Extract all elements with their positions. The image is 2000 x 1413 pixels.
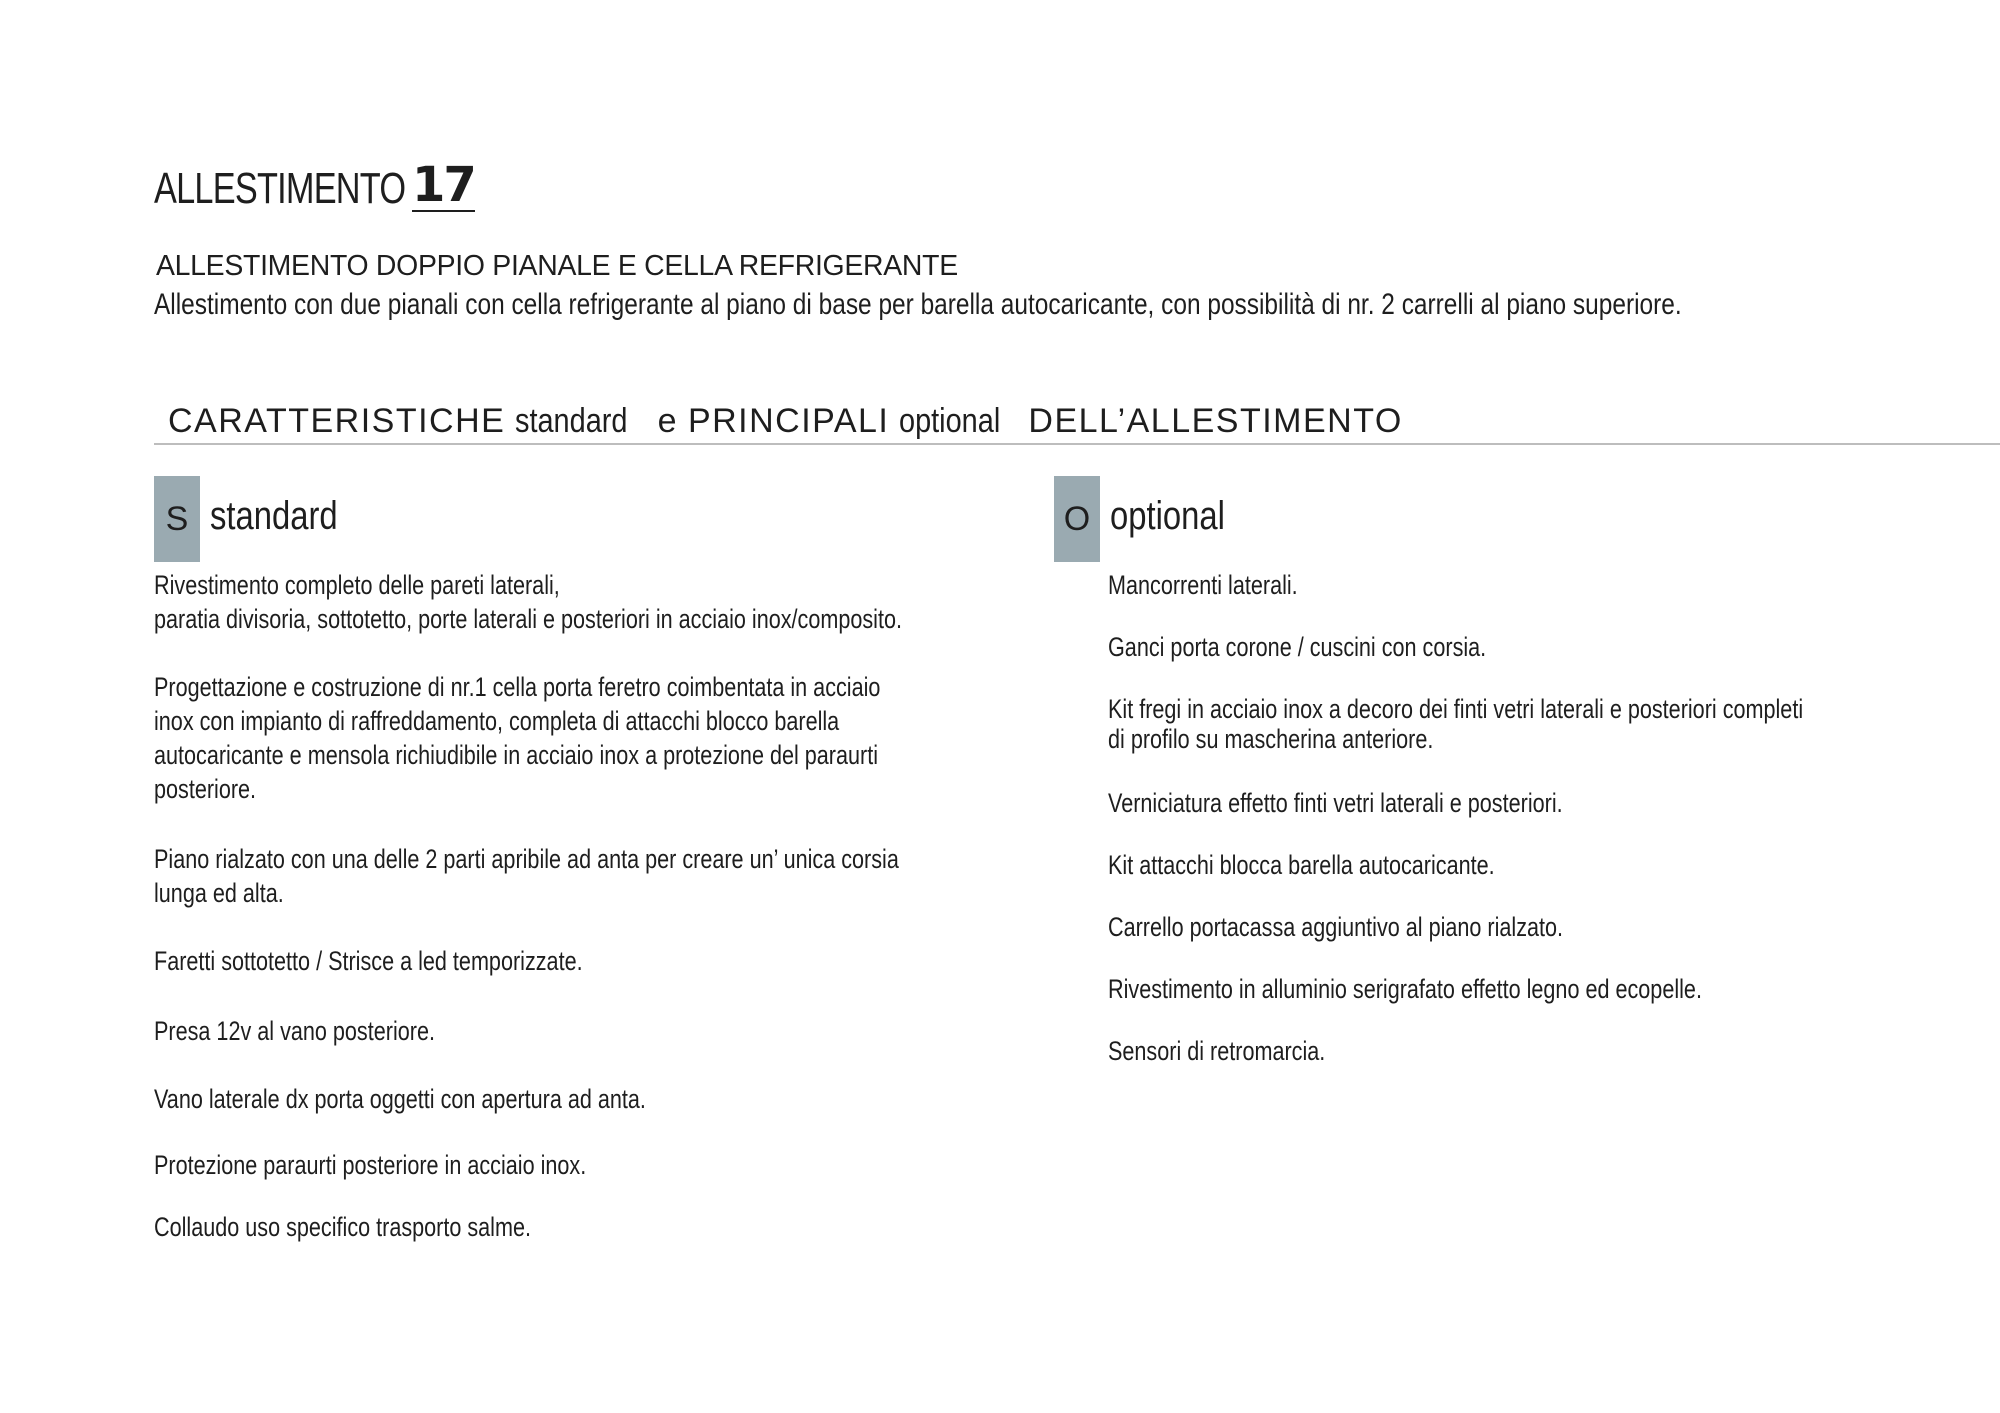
optional-item-line: Verniciatura effetto finti vetri laterali e posteriori. [1108, 788, 1563, 818]
standard-item-line: Piano rialzato con una delle 2 parti apribile ad anta per creare un’ unica corsia [154, 844, 899, 874]
optional-item [1108, 786, 1676, 820]
optional-item [1108, 910, 1677, 944]
description-text: Allestimento con due pianali con cella refrigerante al piano di base per barella autocaricante, con possibilità di nr. 2 carrelli al piano superiore. [154, 288, 1682, 321]
standard-item-line: Faretti sottotetto / Strisce a led temporizzate. [154, 946, 583, 976]
standard-item [154, 568, 1089, 636]
title-number: 17 [412, 157, 475, 213]
title-word: ALLESTIMENTO [154, 164, 406, 213]
optional-item-line: Sensori di retromarcia. [1108, 1036, 1326, 1066]
optional-item [1108, 630, 1581, 664]
optional-item [1108, 1034, 1380, 1068]
section-divider [154, 443, 2000, 445]
standard-item [154, 1148, 694, 1182]
standard-item [154, 1082, 769, 1116]
standard-column-title [210, 494, 366, 539]
standard-item-line: autocaricante e mensola richiudibile in acciaio inox a protezione del paraurti [154, 740, 879, 770]
standard-item [154, 842, 1085, 910]
section-heading-part4: PRINCIPALI [687, 402, 890, 440]
standard-item [154, 670, 1062, 806]
section-heading-part2: standard [515, 402, 628, 440]
standard-item-line: paratia divisoria, sottotetto, porte laterali e posteriori in acciaio inox/composito. [154, 604, 902, 634]
standard-item [154, 944, 690, 978]
standard-item-line: Rivestimento completo delle pareti laterali, [154, 570, 560, 600]
description [154, 288, 2000, 322]
section-heading-part6: DELL’ALLESTIMENTO [1028, 402, 1403, 440]
optional-item-line: Kit fregi in acciaio inox a decoro dei finti vetri laterali e posteriori completi [1108, 694, 1804, 724]
optional-item [1108, 972, 1850, 1006]
standard-badge: S [154, 476, 200, 562]
optional-item [1108, 848, 1591, 882]
standard-item [154, 1210, 625, 1244]
standard-item-line: posteriore. [154, 774, 257, 804]
standard-item-line: Protezione paraurti posteriore in acciaio inox. [154, 1150, 587, 1180]
standard-title-text: standard [210, 494, 338, 538]
optional-item-line: Carrello portacassa aggiuntivo al piano rialzato. [1108, 912, 1564, 942]
standard-item [154, 1014, 505, 1048]
section-heading-part3: e [657, 402, 678, 440]
subtitle-text: ALLESTIMENTO DOPPIO PIANALE E CELLA REFRIGERANTE [156, 250, 958, 282]
optional-item [1108, 568, 1345, 602]
optional-item-line: Ganci porta corone / cuscini con corsia. [1108, 632, 1487, 662]
standard-item-line: inox con impianto di raffreddamento, completa di attacchi blocco barella [154, 706, 840, 736]
section-heading-part1: CARATTERISTICHE [168, 402, 506, 440]
optional-column-title [1110, 494, 1250, 539]
optional-item-line: di profilo su mascherina anteriore. [1108, 724, 1434, 754]
standard-item-line: Vano laterale dx porta oggetti con apertura ad anta. [154, 1084, 646, 1114]
section-heading-part5: optional [899, 402, 1001, 440]
section-heading [168, 402, 1403, 441]
page-title [154, 157, 476, 214]
optional-item-line: Mancorrenti laterali. [1108, 570, 1298, 600]
standard-item-line: Presa 12v al vano posteriore. [154, 1016, 435, 1046]
optional-item-line: Rivestimento in alluminio serigrafato effetto legno ed ecopelle. [1108, 974, 1702, 1004]
optional-badge: O [1054, 476, 1100, 562]
optional-item [1108, 692, 1977, 756]
standard-item-line: Collaudo uso specifico trasporto salme. [154, 1212, 531, 1242]
standard-item-line: Progettazione e costruzione di nr.1 cella porta feretro coimbentata in acciaio [154, 672, 881, 702]
subtitle [156, 250, 974, 283]
optional-title-text: optional [1110, 494, 1225, 538]
standard-item-line: lunga ed alta. [154, 878, 284, 908]
optional-item-line: Kit attacchi blocca barella autocaricante. [1108, 850, 1495, 880]
